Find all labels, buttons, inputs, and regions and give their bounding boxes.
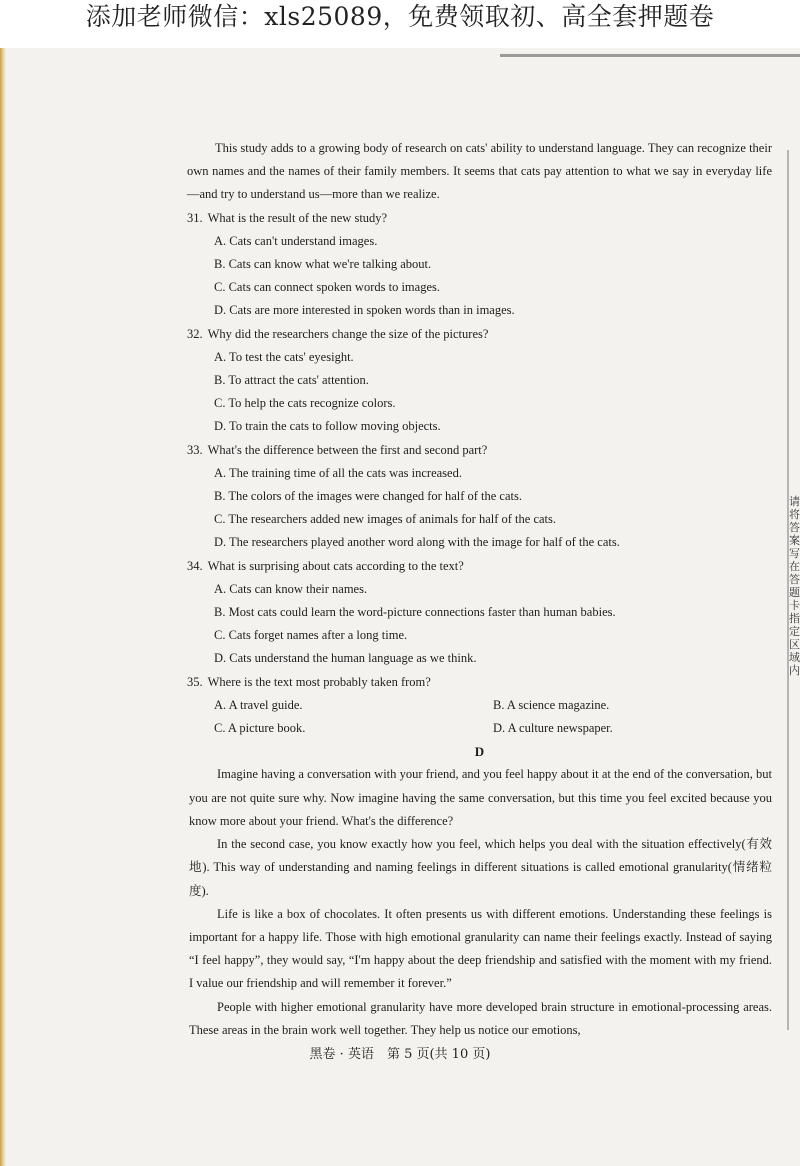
section-heading-d: D bbox=[474, 744, 485, 760]
question-stem bbox=[187, 207, 772, 230]
option-c: C. To help the cats recognize colors. bbox=[214, 396, 396, 411]
question-text: Where is the text most probably taken from? bbox=[207, 674, 431, 689]
option-a: A. The training time of all the cats was increased. bbox=[214, 465, 462, 480]
question-text: What is surprising about cats according to the text? bbox=[207, 558, 464, 573]
option-c: C. Cats can connect spoken words to images. bbox=[214, 280, 440, 295]
question-text: What is the result of the new study? bbox=[207, 210, 388, 225]
question-text: Why did the researchers change the size of the pictures? bbox=[207, 326, 489, 341]
passage-paragraph: People with higher emotional granularity have more developed brain structure in emotional-processing areas. These areas in the brain work well together. They help us notice our emotions, bbox=[189, 999, 772, 1037]
question-stem bbox=[187, 555, 772, 578]
question-stem bbox=[187, 323, 772, 346]
intro-paragraph: This study adds to a growing body of research on cats' ability to understand language. They can recognize their own names and the names of their family members. It seems that cats pay attention to what we say in everyday life—and try to understand us—more than we realize. bbox=[187, 141, 772, 202]
passage-d bbox=[187, 763, 772, 1041]
question-number: 34. bbox=[187, 558, 203, 573]
option-a: A. Cats can know their names. bbox=[214, 581, 368, 596]
question-number: 32. bbox=[187, 326, 203, 341]
option-d: D. A culture newspaper. bbox=[493, 721, 613, 736]
option-c: C. Cats forget names after a long time. bbox=[214, 628, 408, 643]
option-b: B. To attract the cats' attention. bbox=[214, 373, 369, 388]
answer-instruction-note: 请将答案写在答题卡指定区域内 bbox=[789, 495, 800, 677]
option-d: D. Cats understand the human language as we think. bbox=[214, 651, 477, 666]
page-content bbox=[187, 137, 772, 1042]
option-b: B. Most cats could learn the word-picture connections faster than human babies. bbox=[214, 605, 616, 620]
option-row bbox=[214, 717, 772, 740]
question-text: What's the difference between the first and second part? bbox=[207, 442, 488, 457]
question-32 bbox=[187, 323, 772, 439]
question-33 bbox=[187, 439, 772, 555]
option-a: A. Cats can't understand images. bbox=[214, 233, 378, 248]
option-d: D. Cats are more interested in spoken words than in images. bbox=[214, 303, 515, 318]
top-rule bbox=[500, 54, 800, 57]
option-c: C. A picture book. bbox=[214, 721, 306, 736]
option-b: B. A science magazine. bbox=[493, 697, 610, 712]
binding-edge bbox=[0, 48, 6, 1166]
question-number: 33. bbox=[187, 442, 203, 457]
question-35 bbox=[187, 671, 772, 741]
option-a: A. A travel guide. bbox=[214, 697, 303, 712]
option-b: B. Cats can know what we're talking about. bbox=[214, 257, 432, 272]
question-34 bbox=[187, 555, 772, 671]
question-31 bbox=[187, 207, 772, 323]
option-row bbox=[214, 694, 772, 717]
question-stem bbox=[187, 671, 772, 694]
question-stem bbox=[187, 439, 772, 462]
option-c: C. The researchers added new images of animals for half of the cats. bbox=[214, 512, 556, 527]
option-a: A. To test the cats' eyesight. bbox=[214, 349, 354, 364]
question-number: 31. bbox=[187, 210, 203, 225]
passage-paragraph: In the second case, you know exactly how you feel, which helps you deal with the situation effectively(有效地). This way of understanding and naming feelings in different situations is called emotional granularity(情绪粒度). bbox=[189, 837, 772, 898]
watermark-banner: 添加老师微信：xls25089，免费领取初、高全套押题卷 bbox=[85, 2, 715, 31]
passage-paragraph: Life is like a box of chocolates. It often presents us with different emotions. Understanding these feelings is important for a happy life. Those with high emotional granularity can name their feelings exactly. Instead of saying “I feel happy”, they would say, “I'm happy about the deep friendship and satisfied with the moment with my friend. I value our friendship and will remember it forever.” bbox=[189, 906, 772, 991]
question-number: 35. bbox=[187, 674, 203, 689]
option-d: D. The researchers played another word along with the image for half of the cats. bbox=[214, 535, 620, 550]
option-b: B. The colors of the images were changed for half of the cats. bbox=[214, 489, 522, 504]
page-footer: 黑卷 · 英语 第 5 页(共 10 页) bbox=[309, 1047, 491, 1062]
passage-paragraph: Imagine having a conversation with your friend, and you feel happy about it at the end of the conversation, but you are not quite sure why. Now imagine having the same conversation, but this time you feel excited because you know more about your friend. What's the difference? bbox=[189, 767, 772, 828]
option-d: D. To train the cats to follow moving objects. bbox=[214, 419, 441, 434]
